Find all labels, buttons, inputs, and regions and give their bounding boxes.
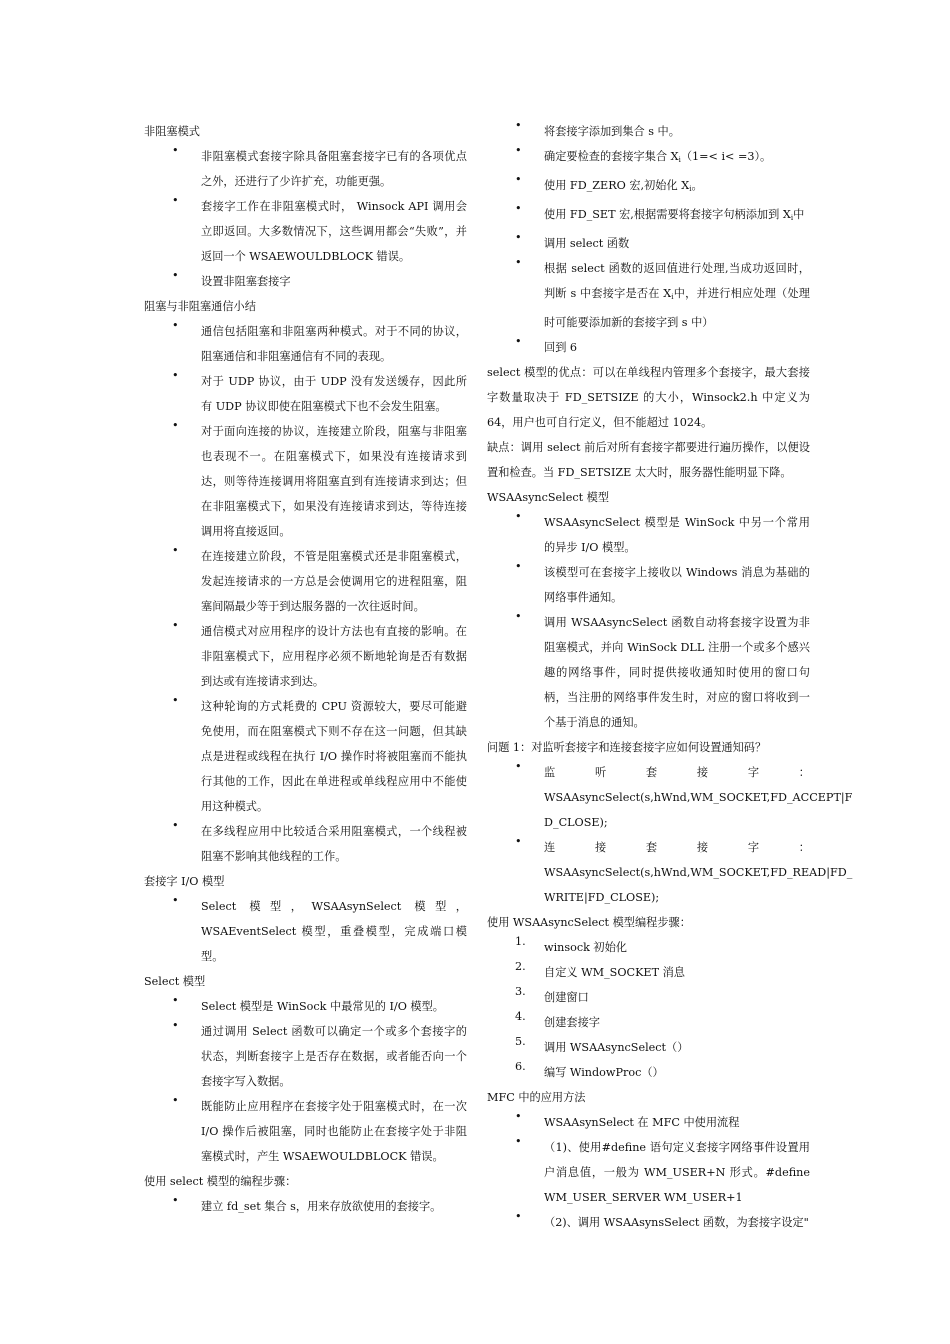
bullet-item: • 这种轮询的方式耗费的 CPU 资源较大，要尽可能避免使用，而在阻塞模式下则不存在这一问题，但其缺点是进程或线程在执行 I/O 操作时将被阻塞而不能执行其他的工作，因此在单进程或单线程应用中不能使用这种模式。: [172, 694, 467, 813]
heading-summary: 阻塞与非阻塞通信小结: [144, 300, 256, 313]
numbered-item: 1. winsock 初始化: [515, 935, 627, 954]
bullet-item: • 对于 UDP 协议，由于 UDP 没有发送缓存，因此所有 UDP 协议即使在阻塞模式下也不会发生阻塞。: [172, 369, 467, 413]
bullet-icon: •: [172, 1094, 179, 1107]
right-column: [487, 119, 853, 1235]
bullet-icon: •: [515, 760, 522, 773]
bullet-item: • 调用 select 函数: [515, 231, 630, 250]
bullet-item: • 监 听 套 接 字 ： WSAAsyncSelect(s,hWnd,WM_SOCKET,FD_ACCEPT|F D_CLOSE);: [515, 760, 853, 829]
bullet-item: • Select 模型，WSAAsynSelect 模型，WSAEventSelect 模型，重叠模型，完成端口模型。: [172, 894, 467, 963]
bullet-item: • 连 接 套 接 字 ： WSAAsyncSelect(s,hWnd,WM_SOCKET,FD_READ|FD_ WRITE|FD_CLOSE);: [515, 835, 853, 904]
bullet-icon: •: [172, 544, 179, 557]
bullet-item: • 确定要检查的套接字集合 $X_i(1=< i< =3)$。: [515, 144, 772, 164]
bullet-icon: •: [172, 1019, 179, 1032]
heading-mfc: MFC 中的应用方法: [487, 1091, 586, 1104]
bullet-item: • 在连接建立阶段，不管是阻塞模式还是非阻塞模式，发起连接请求的一方总是会使调用它的进程阻塞，阻塞间隔最少等于到达服务器的一次往返时间。: [172, 544, 467, 613]
bullet-icon: •: [172, 694, 179, 707]
bullet-item: • 使用 FD_ZERO 宏,初始化 $X_i$。: [515, 173, 703, 193]
bullet-item: • 设置非阻塞套接字: [172, 269, 291, 288]
bullet-item: • 套接字工作在非阻塞模式时， Winsock API 调用会立即返回。大多数情况下，这些调用都会“失败”，并返回一个 WSAEWOULDBLOCK 错误。: [172, 194, 467, 263]
bullet-item: • （2)、调用 WSAAsynsSelect 函数，为套接字设定": [515, 1210, 809, 1229]
heading-wsaasyncselect-steps: 使用 WSAAsyncSelect 模型编程步骤：: [487, 916, 691, 929]
bullet-item: • 回到 6: [515, 335, 578, 354]
bullet-icon: •: [515, 335, 522, 348]
bullet-icon: •: [172, 194, 179, 207]
connect-socket-label: 连 接 套 接 字 ：: [544, 841, 810, 854]
bullet-icon: •: [172, 619, 179, 632]
heading-io-model: 套接字 I/O 模型: [144, 875, 225, 888]
bullet-item: • 在多线程应用中比较适合采用阻塞模式，一个线程被阻塞不影响其他线程的工作。: [172, 819, 467, 863]
paragraph-select-advantages: select 模型的优点：可以在单线程内管理多个套接字，最大套接字数量取决于 FD_SETSIZE 的大小，Winsock2.h 中定义为 64，用户也可自行定义，但不能超过 1024。: [487, 366, 810, 429]
question-1: 问题 1：对监听套接字和连接套接字应如何设置通知码？: [487, 741, 767, 754]
bullet-icon: •: [172, 144, 179, 157]
bullet-icon: •: [515, 510, 522, 523]
bullet-item: • 通过调用 Select 函数可以确定一个或多个套接字的状态，判断套接字上是否存在数据，或者能否向一个套接字写入数据。: [172, 1019, 467, 1088]
bullet-icon: •: [172, 269, 179, 282]
left-column: [144, 119, 467, 1219]
bullet-item: • 通信模式对应用程序的设计方法也有直接的影响。在非阻塞模式下，应用程序必须不断地轮询是否有数据到达或有连接请求到达。: [172, 619, 467, 688]
bullet-item: • 既能防止应用程序在套接字处于阻塞模式时，在一次 I/O 操作后被阻塞，同时也能防止在套接字处于非阻塞模式时，产生 WSAEWOULDBLOCK 错误。: [172, 1094, 467, 1163]
bullet-icon: •: [172, 819, 179, 832]
bullet-icon: •: [515, 1110, 522, 1123]
numbered-item: 2. 自定义 WM_SOCKET 消息: [515, 960, 685, 979]
bullet-item: • 建立 fd_set 集合 s，用来存放欲使用的套接字。: [172, 1194, 442, 1213]
bullet-item: • Select 模型是 WinSock 中最常见的 I/O 模型。: [172, 994, 444, 1013]
bullet-icon: •: [515, 202, 522, 215]
bullet-icon: •: [515, 144, 522, 157]
bullet-item: • 通信包括阻塞和非阻塞两种模式。对于不同的协议，阻塞通信和非阻塞通信有不同的表现。: [172, 319, 467, 363]
bullet-item: • 对于面向连接的协议，连接建立阶段，阻塞与非阻塞也表现不一。在阻塞模式下，如果没有连接请求到达，则等待连接调用将阻塞直到有连接请求到达；但在非阻塞模式下，如果没有连接请求到达，等待连接调用将直接返回。: [172, 419, 467, 538]
bullet-icon: •: [172, 994, 179, 1007]
numbered-item: 6. 编写 WindowProc（）: [515, 1060, 664, 1079]
bullet-icon: •: [515, 1210, 522, 1223]
heading-nonblocking-mode: 非阻塞模式: [144, 125, 200, 138]
bullet-item: • （1)、使用#define 语句定义套接字网络事件设置用户消息值，一般为 WM_USER+N 形式。#define WM_USER_SERVER WM_USER+1: [515, 1135, 810, 1204]
heading-select-steps: 使用 select 模型的编程步骤：: [144, 1175, 297, 1188]
bullet-icon: •: [172, 369, 179, 382]
numbered-item: 5. 调用 WSAAsyncSelect（）: [515, 1035, 689, 1054]
heading-select-model: Select 模型: [144, 975, 206, 988]
bullet-item: • 该模型可在套接字上接收以 Windows 消息为基础的网络事件通知。: [515, 560, 810, 604]
bullet-item: • 根据 select 函数的返回值进行处理,当成功返回时，判断 s 中套接字是否在 $X_i$中，并进行相应处理（处理时可能要添加新的套接字到 s 中）: [515, 256, 810, 329]
bullet-icon: •: [172, 1194, 179, 1207]
bullet-item: • 使用 FD_SET 宏,根据需要将套接字句柄添加到 $X_i$中: [515, 202, 805, 222]
bullet-icon: •: [172, 894, 179, 907]
bullet-item: • 调用 WSAAsyncSelect 函数自动将套接字设置为非阻塞模式，并向 WinSock DLL 注册一个或多个感兴趣的网络事件，同时提供接收通知时使用的窗口句柄，当注册的网络事件发生时，对应的窗口将收到一个基于消息的通知。: [515, 610, 810, 729]
heading-wsaasyncselect-model: WSAAsyncSelect 模型: [487, 491, 610, 504]
bullet-icon: •: [515, 173, 522, 186]
bullet-icon: •: [515, 835, 522, 848]
bullet-icon: •: [172, 419, 179, 432]
paragraph-select-disadvantages: 缺点：调用 select 前后对所有套接字都要进行遍历操作，以便设置和检查。当 FD_SETSIZE 太大时，服务器性能明显下降。: [487, 441, 810, 479]
bullet-item: • WSAAsyncSelect 模型是 WinSock 中另一个常用的异步 I/O 模型。: [515, 510, 810, 554]
listen-socket-label: 监 听 套 接 字 ：: [544, 766, 810, 779]
bullet-icon: •: [515, 231, 522, 244]
bullet-item: • WSAAsynSelect 在 MFC 中使用流程: [515, 1110, 740, 1129]
numbered-item: 4. 创建套接字: [515, 1010, 600, 1029]
bullet-icon: •: [515, 119, 522, 132]
bullet-item: • 将套接字添加到集合 s 中。: [515, 119, 680, 138]
numbered-item: 3. 创建窗口: [515, 985, 589, 1004]
bullet-icon: •: [515, 1135, 522, 1148]
bullet-icon: •: [515, 610, 522, 623]
bullet-icon: •: [515, 256, 522, 269]
bullet-icon: •: [515, 560, 522, 573]
bullet-item: • 非阻塞模式套接字除具备阻塞套接字已有的各项优点之外，还进行了少许扩充，功能更强。: [172, 144, 467, 188]
bullet-icon: •: [172, 319, 179, 332]
